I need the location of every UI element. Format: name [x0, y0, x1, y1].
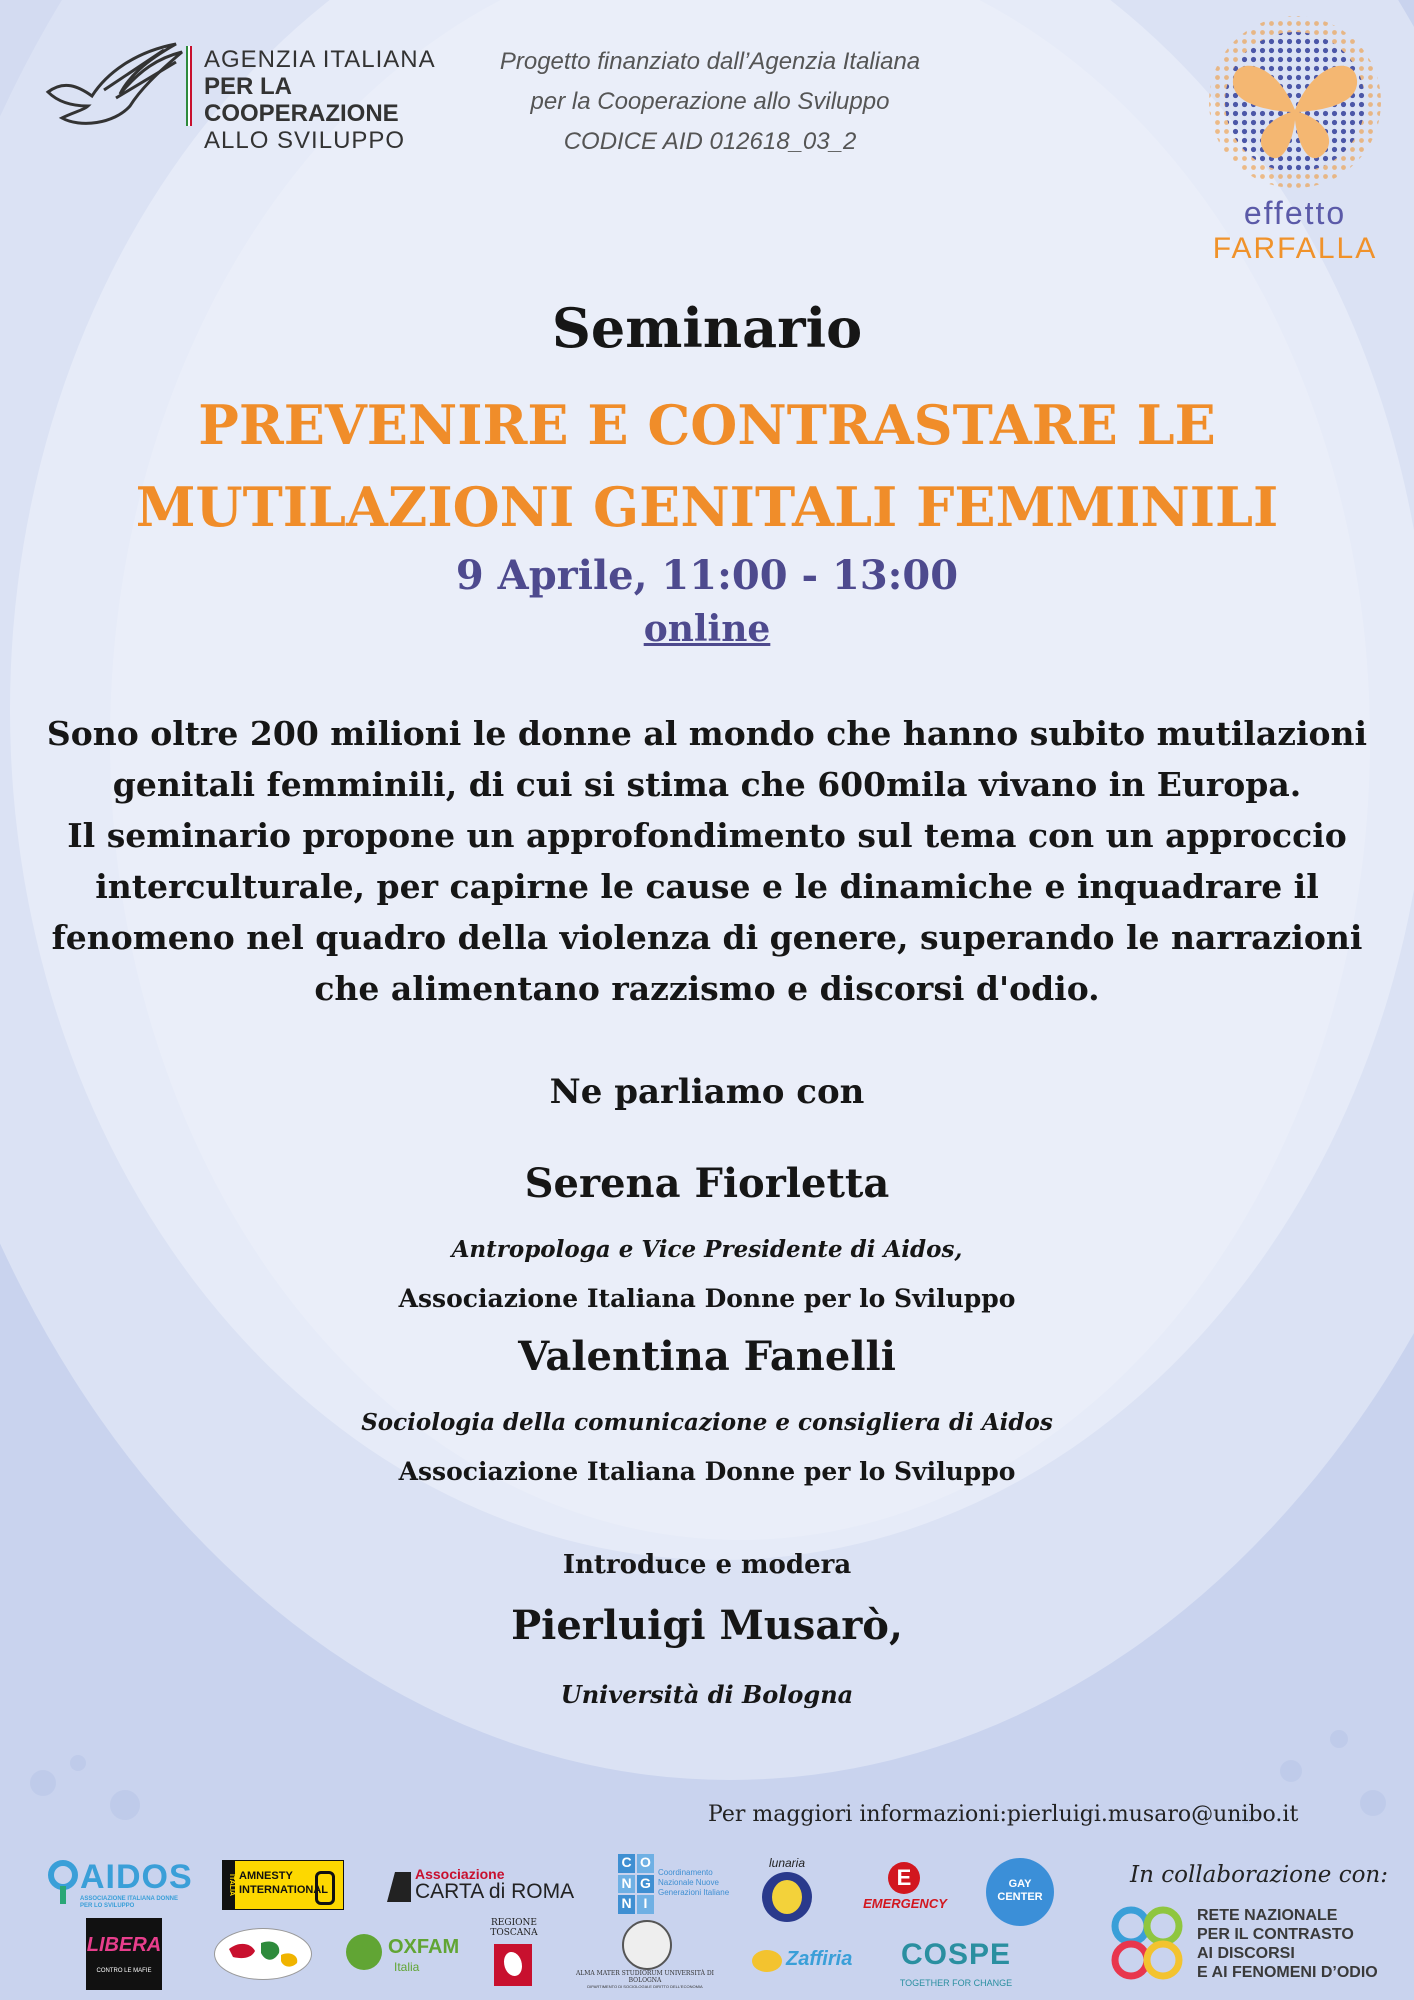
- aics-logo: [44, 40, 484, 154]
- carta-di-roma-logo: [385, 1866, 575, 1906]
- cngi-letter: C: [618, 1854, 635, 1873]
- zaffiria-name: Zaffiria: [786, 1948, 853, 1970]
- cngi-letter: I: [637, 1895, 654, 1914]
- italian-flag-bar: [186, 46, 192, 126]
- aics-line-1: AGENZIA ITALIANA: [204, 46, 436, 73]
- description-line: Sono oltre 200 milioni le donne al mondo che hanno subito mutilazioni: [46, 714, 1368, 753]
- bg-bubble: [1330, 1730, 1348, 1748]
- description-line: che alimentano razzismo e discorsi d'odio.: [314, 969, 1100, 1008]
- zaffiria-logo: [752, 1944, 878, 1978]
- rete-rings-icon: [1105, 1902, 1189, 1986]
- libera-sub: CONTRO LE MAFIE: [96, 1968, 152, 1974]
- lunaria-logo: [752, 1856, 822, 1926]
- cngi-letter: N: [618, 1875, 635, 1894]
- description-line: genitali femminili, di cui si stima che 600mila vivano in Europa.: [112, 765, 1302, 804]
- pegasus-icon: [494, 1944, 532, 1986]
- colosseum-icon: [385, 1870, 413, 1904]
- collaboration-label: In collaborazione con:: [1130, 1862, 1388, 1888]
- speaker-role: Antropologa e Vice Presidente di Aidos,: [451, 1236, 963, 1263]
- event-date-time: 9 Aprile, 11:00 - 13:00: [455, 552, 959, 599]
- event-title-line: PREVENIRE E CONTRASTARE LE: [198, 393, 1216, 457]
- carta-assoc: Associazione: [415, 1866, 505, 1882]
- description-line: fenomeno nel quadro della violenza di genere, superando le narrazioni: [51, 918, 1363, 957]
- oxfam-mark-icon: [346, 1934, 382, 1970]
- lunaria-name: lunaria: [768, 1856, 806, 1870]
- emergency-logo: [860, 1862, 950, 1918]
- speaker-org: Associazione Italiana Donne per lo Sviluppo: [398, 1457, 1016, 1486]
- funding-line: Progetto finanziato dall’Agenzia Italiana: [499, 48, 921, 75]
- unibo-sub: DIPARTIMENTO DI SOCIOLOGIA E DIRITTO DELL'ECONOMIA: [587, 1984, 703, 1989]
- event-title: [0, 384, 1414, 548]
- cospe-sub: TOGETHER FOR CHANGE: [899, 1978, 1013, 1988]
- libera-name: LIBERA: [86, 1934, 162, 1956]
- funding-code: CODICE AID 012618_03_2: [563, 128, 857, 155]
- funding-line: per la Cooperazione allo Sviluppo: [530, 88, 890, 115]
- carta-name: CARTA di ROMA: [415, 1880, 575, 1903]
- aidos-logo: [48, 1858, 193, 1912]
- cngi-logo: [618, 1854, 728, 1920]
- funding-note: [490, 42, 930, 162]
- moderator-affiliation: Università di Bologna: [560, 1680, 854, 1709]
- rete-line: AI DISCORSI: [1197, 1945, 1295, 1962]
- cospe-logo: [896, 1938, 1016, 1992]
- cngi-letter: O: [637, 1854, 654, 1873]
- event-title-line: MUTILAZIONI GENITALI FEMMINILI: [135, 475, 1279, 539]
- rete-nazionale-logo: [1105, 1900, 1395, 1990]
- unibo-name: ALMA MATER STUDIORUM UNIVERSITÀ DI BOLOGNA: [575, 1970, 715, 1984]
- emergency-name: EMERGENCY: [863, 1896, 947, 1911]
- cngi-letter: G: [637, 1875, 654, 1894]
- cospe-name: COSPE: [900, 1938, 1012, 1971]
- aics-line-3: ALLO SVILUPPO: [204, 127, 406, 154]
- aidos-name: AIDOS: [80, 1858, 193, 1896]
- aidos-sub: ASSOCIAZIONE ITALIANA DONNE PER LO SVILUPPO: [80, 1896, 179, 1909]
- description-line: interculturale, per capirne le cause e le dinamiche e inquadrare il: [95, 867, 1319, 906]
- gay-center-logo: [986, 1858, 1054, 1926]
- event-description: [14, 708, 1400, 1014]
- moderator-intro: Introduce e modera: [562, 1550, 852, 1580]
- aics-line-2: PER LA COOPERAZIONE: [204, 73, 399, 127]
- oxfam-logo: [346, 1930, 466, 1980]
- rete-line: PER IL CONTRASTO: [1197, 1926, 1354, 1943]
- world-map-logo: [214, 1928, 312, 1980]
- cngi-letter: N: [618, 1895, 635, 1914]
- emergency-e-icon: E: [888, 1862, 920, 1894]
- effetto-word: effetto: [1243, 195, 1347, 231]
- unibo-seal-icon: [622, 1920, 672, 1970]
- world-map-icon: [215, 1929, 311, 1979]
- event-kind: Seminario: [551, 296, 863, 360]
- amnesty-country: ITALIA: [223, 1861, 235, 1909]
- unibo-logo: [562, 1920, 728, 1992]
- regione-toscana-logo: [486, 1918, 542, 1990]
- moderator-name: Pierluigi Musarò,: [511, 1602, 903, 1649]
- effetto-farfalla-logo: [1195, 10, 1395, 270]
- amnesty-name: AMNESTY INTERNATIONAL: [239, 1870, 329, 1896]
- bg-bubble: [70, 1755, 86, 1771]
- oxfam-sub: Italia: [394, 1960, 420, 1974]
- rete-line: E AI FENOMENI D’ODIO: [1197, 1964, 1378, 1981]
- speaker-name: Valentina Fanelli: [518, 1333, 896, 1380]
- aidos-mark-icon: [48, 1860, 78, 1906]
- speakers-intro: Ne parliamo con: [549, 1072, 865, 1112]
- bg-bubble: [1280, 1760, 1302, 1782]
- farfalla-word: FARFALLA: [1212, 232, 1378, 265]
- description-line: Il seminario propone un approfondimento sul tema con un approccio: [67, 816, 1347, 855]
- zaffiria-mark-icon: [752, 1950, 782, 1972]
- bg-bubble: [110, 1790, 140, 1820]
- contact-info[interactable]: Per maggiori informazioni:pierluigi.musaro@unibo.it: [708, 1802, 1299, 1827]
- speaker-role: Sociologia della comunicazione e consigliera di Aidos: [361, 1409, 1053, 1436]
- speaker-name: Serena Fiorletta: [524, 1160, 890, 1207]
- speaker-org: Associazione Italiana Donne per lo Sviluppo: [398, 1284, 1016, 1313]
- libera-logo: [86, 1918, 162, 1990]
- dove-icon: [44, 40, 184, 130]
- event-mode-link[interactable]: online: [643, 608, 771, 650]
- cngi-name: Coordinamento Nazionale Nuove Generazioni Italiane: [658, 1868, 730, 1897]
- butterfly-icon: [1195, 10, 1395, 190]
- gay-center-name: GAY CENTER: [997, 1878, 1043, 1903]
- bg-bubble: [1360, 1790, 1386, 1816]
- amnesty-logo: [222, 1860, 344, 1910]
- bg-bubble: [30, 1770, 56, 1796]
- moon-icon: [762, 1872, 812, 1922]
- candle-icon: [315, 1871, 335, 1905]
- oxfam-name: OXFAM: [388, 1936, 460, 1958]
- rete-line: RETE NAZIONALE: [1197, 1907, 1338, 1924]
- toscana-name: REGIONE TOSCANA: [490, 1918, 538, 1938]
